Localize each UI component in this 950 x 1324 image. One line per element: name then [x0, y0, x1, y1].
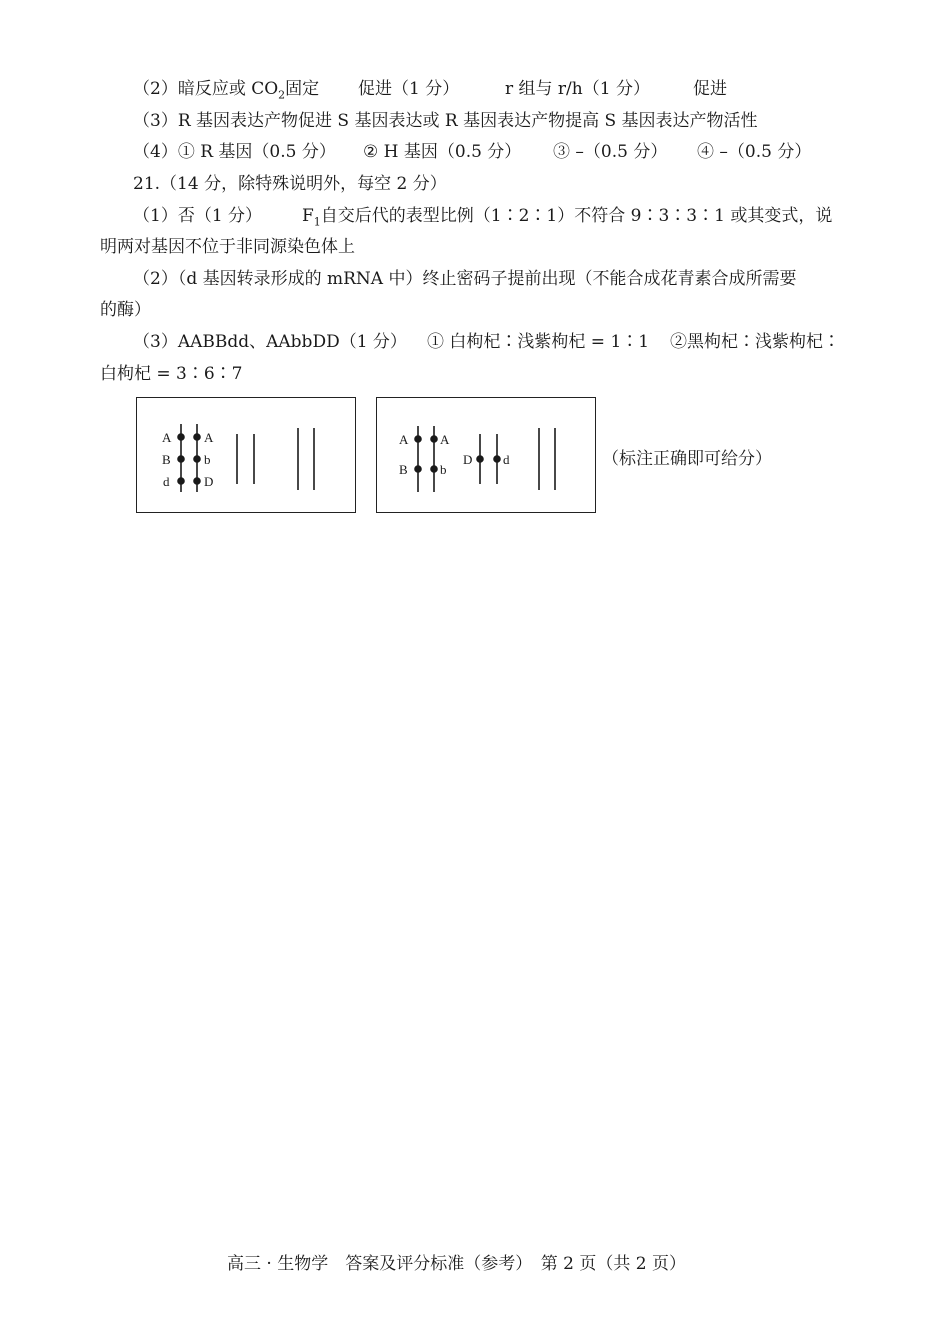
answer-21-1-cont: 明两对基因不位于非同源染色体上	[100, 237, 355, 257]
gene-locus-dot	[194, 456, 200, 462]
answer-2-part-a: （2）暗反应或 CO	[133, 79, 279, 99]
page-footer: 高三 · 生物学 答案及评分标准（参考） 第 2 页（共 2 页）	[227, 1254, 686, 1274]
gene-locus-dot	[431, 436, 437, 442]
allele-label: B	[162, 452, 171, 467]
chromosome-diagram-1-svg	[137, 398, 357, 514]
gene-locus-dot	[178, 456, 184, 462]
answer-21-3-c: ②黑枸杞∶浅紫枸杞∶	[670, 332, 840, 352]
chromosome-diagram-2-svg	[377, 398, 597, 514]
chromosome-diagram-1	[136, 397, 356, 513]
gene-locus-dot	[194, 478, 200, 484]
answer-line-1	[133, 77, 319, 101]
gene-locus-dot	[415, 466, 421, 472]
answer-line-2: （3）R 基因表达产物促进 S 基因表达或 R 基因表达产物提高 S 基因表达产物活性	[133, 111, 758, 131]
gene-locus-dot	[415, 436, 421, 442]
answer-21-3-b: ① 白枸杞∶浅紫枸杞 = 1∶1	[427, 332, 650, 352]
allele-label: B	[399, 462, 408, 477]
answer-21-1-b: $F_1$自交后代的表型比例（1∶2∶1）不符合 9∶3∶3∶1 或其变式，说	[302, 206, 833, 229]
chromosome-diagram-2	[376, 397, 596, 513]
allele-label: b	[204, 452, 211, 467]
answer-21-2: （2）（d 基因转录形成的 mRNA 中）终止密码子提前出现（不能合成花青素合成所需要	[133, 269, 797, 289]
answer-line-1-d: r 组与 r/h（1 分）	[505, 79, 650, 99]
subscript-1: 1	[313, 215, 321, 229]
answer-line-1-e: 促进	[693, 79, 727, 99]
answer-21-3-cont: 白枸杞 = 3∶6∶7	[100, 364, 243, 384]
gene-locus-dot	[431, 466, 437, 472]
gene-locus-dot	[178, 478, 184, 484]
answer-line-3-c: ③ –（0.5 分）	[553, 142, 668, 162]
allele-label: b	[440, 462, 447, 477]
allele-label: d	[163, 474, 170, 489]
gene-locus-dot	[477, 456, 483, 462]
gene-locus-dot	[178, 434, 184, 440]
answer-21-3-a: （3）AABBdd、AAbbDD（1 分）	[133, 332, 407, 352]
allele-label: D	[204, 474, 214, 489]
allele-label: A	[162, 430, 172, 445]
answer-line-3-a: （4）① R 基因（0.5 分）	[133, 142, 336, 162]
grading-note: （标注正确即可给分）	[602, 449, 772, 469]
answer-21-2-cont: 的酶）	[100, 300, 151, 320]
allele-label: D	[463, 452, 473, 467]
subscript-2: 2	[278, 88, 286, 102]
answer-line-3-b: ② H 基因（0.5 分）	[363, 142, 522, 162]
answer-line-3-d: ④ –（0.5 分）	[697, 142, 812, 162]
allele-label: d	[503, 452, 510, 467]
answer-line-1-c: 促进（1 分）	[358, 79, 460, 99]
answer-2-part-b: 固定	[285, 79, 320, 99]
gene-locus-dot	[494, 456, 500, 462]
allele-label: A	[440, 432, 450, 447]
allele-label: A	[399, 432, 409, 447]
question-21-header: 21.（14 分，除特殊说明外，每空 2 分）	[133, 174, 447, 194]
allele-label: A	[204, 430, 214, 445]
gene-locus-dot	[194, 434, 200, 440]
answer-21-1-a: （1）否（1 分）	[133, 206, 263, 226]
